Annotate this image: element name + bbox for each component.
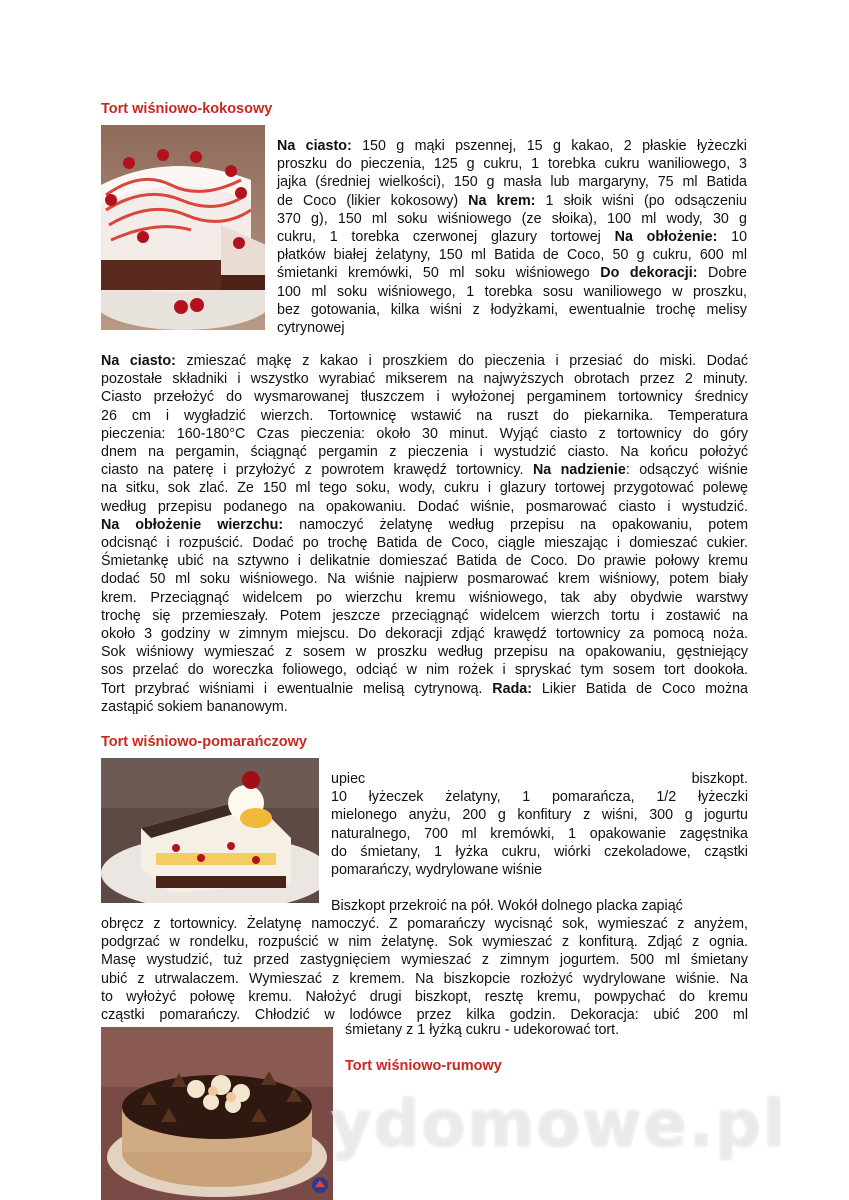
text-line: [331, 843, 748, 861]
text-span: cytrynowej: [277, 320, 345, 337]
text-span: Ciasto przełożyć do wysmarowanej tłuszczem i wyłożonej pergaminem tortownicy średnicy: [101, 389, 748, 406]
text-span: 26 cm i wygładzić wierzch. Tortownicę wstawić na ruszt do piekarnika. Temperatura: [101, 407, 748, 424]
bold-label: Na nadzienie: [532, 462, 626, 479]
text-span: pieczenia: 160-180°C Czas pieczenia: około 30 minut. Wyjąć ciasto z tortownicy do góry: [101, 425, 748, 442]
text-span: około 3 godziny w zimnym miejscu. Do dekoracji zdjąć krawędź tortownicy za pomocą noża.: [101, 626, 748, 643]
text-span: namoczyć żelatynę według przepisu na opakowaniu, potem: [283, 516, 748, 533]
text-span: jajka (średniej wielkości), 150 g masła lub margaryny, 75 ml Batida: [277, 174, 747, 191]
text-span: 150 g mąki pszennej, 15 g kakao, 2 płaskie łyżeczki: [351, 138, 747, 154]
recipe2-method: [101, 915, 748, 1024]
text-line: [331, 825, 748, 843]
text-span: de Coco (likier kokosowy): [277, 192, 469, 209]
bold-label: Rada:: [492, 680, 533, 697]
text-line: to wyłożyć połowę kremu. Nałożyć drugi biszkopt, resztę kremu, powpychać do kremu: [101, 988, 748, 1005]
text-span: bez gotowania, kilka wiśni z łodyżkami, ewentualnie trochę melisy: [277, 301, 747, 318]
text-span: naturalnego, 700 ml kremówki, 1 opakowanie zagęstnika: [331, 825, 748, 842]
text-span: 370 g), 150 ml soku wiśniowego (ze słoika), 100 ml wody, 30 g: [277, 210, 747, 227]
bold-label: Na ciasto:: [101, 353, 176, 369]
text-line: [101, 352, 748, 370]
text-span: cukru, 1 torebka czerwonej glazury tortowej: [277, 229, 615, 246]
text-line: [101, 643, 748, 661]
cake-photo-kokosowy: [101, 125, 265, 330]
text-span: krem. Przeciągnąć widelcem po wierzchu kremu wiśniowego, tak aby obydwie warstwy: [101, 589, 748, 606]
text-line: [101, 443, 748, 461]
text-line: [101, 516, 748, 534]
text-line: cząstki pomarańczy. Chłodzić w lodówce przez kilka godzin. Dekoracja: ubić 200 ml: [101, 1007, 748, 1024]
text-span: pomarańczy, wydrylowane wiśnie: [331, 862, 543, 879]
recipe2-title: Tort wiśniowo-pomarańczowy: [101, 734, 307, 750]
text-span: pozostałe składniki i wszystko wyrabiać mikserem na najwyższych obrotach przez 2 minuty.: [101, 371, 748, 388]
text-span: 10 łyżeczek żelatyny, 1 pomarańcza, 1/2 łyżeczki: [331, 789, 748, 806]
text-line: podgrzać w rondelku, rozpuścić w nim żelatynę. Sok wymieszać z konfiturą. Zdjąć z ognia.: [101, 934, 748, 951]
text-line: [101, 461, 748, 479]
text-line: [277, 228, 747, 246]
text-span: Śmietankę ubić na sztywno i delikatnie domieszać Batida de Coco. Do prawie połowy kremu: [101, 553, 748, 570]
watermark: ydomowe.pl: [330, 1088, 787, 1162]
text-span: odcisnąć i rozpuścić. Dodać po trochę Batida de Coco, ciągle mieszając i domieszać cukier.: [101, 535, 748, 552]
watermark-logo-icon: [310, 1175, 330, 1195]
bold-label: Na obłożenie wierzchu:: [101, 516, 284, 533]
text-line: [331, 770, 748, 788]
text-line: [277, 137, 747, 155]
text-line: [101, 425, 748, 443]
text-line: [101, 680, 748, 698]
text-line: [101, 661, 748, 679]
text-span: 1 słoik wiśni (po odsączeniu: [535, 192, 747, 209]
text-span: sos przelać do woreczka foliowego, odciąć w nim rożek i spryskać tym sosem tort dookoła.: [101, 662, 748, 679]
text-span: Tort przybrać wiśniami i ewentualnie melisą cytrynową.: [101, 680, 493, 697]
recipe2-method-end: śmietany z 1 łyżką cukru - udekorować tort.: [345, 1022, 620, 1038]
recipe1-ingredients: [277, 137, 747, 337]
text-line: [331, 788, 748, 806]
text-span: Sok wiśniowy wymieszać z sosem w proszku według przepisu na opakowaniu, gęstniejący: [101, 644, 748, 661]
text-line: [101, 570, 748, 588]
text-span: 10: [717, 229, 748, 246]
text-line: [277, 246, 747, 264]
text-line: [277, 192, 747, 210]
text-span: Dobre: [697, 265, 748, 282]
text-line: [277, 319, 747, 337]
text-span: Likier Batida de Coco można: [532, 680, 748, 697]
bold-label: Do dekoracji:: [600, 265, 698, 282]
text-span: dnem na pergamin, ściągnąć pergamin z pieczenia i wystudzić ciasto. Na końcu położyć: [101, 444, 748, 461]
cake-photo-pomaranczowy: [101, 758, 319, 903]
text-span: dodać 50 ml soku wiśniowego. Na wiśnie najpierw posmarować krem wiśniowy, potem biały: [101, 571, 748, 588]
text-line: [277, 173, 747, 191]
text-line: [101, 498, 748, 516]
text-span: proszku do pieczenia, 125 g cukru, 1 torebka cukru waniliowego, 3: [277, 156, 747, 173]
text-span: śmietanki kremówki, 50 ml soku wiśniowego: [277, 265, 601, 282]
text-span: : odsączyć wiśnie: [625, 462, 748, 479]
text-span: mielonego anyżu, 200 g konfitury z wiśni, 300 g jogurtu: [331, 807, 748, 824]
text-line: [101, 370, 748, 388]
recipe1-method: [101, 352, 748, 716]
text-line: [101, 388, 748, 406]
bold-label: Na obłożenie:: [614, 229, 718, 246]
recipe2-method-first: Biszkopt przekroić na pół. Wokół dolnego placka zapiąć: [331, 898, 683, 914]
text-line: [277, 155, 747, 173]
recipe1-title: Tort wiśniowo-kokosowy: [101, 101, 273, 117]
text-line: [101, 552, 748, 570]
text-line: Masę wystudzić, tuż przed zastygnięciem wymieszać z zimnym jogurtem. 500 ml śmietany: [101, 952, 748, 969]
text-line: [277, 301, 747, 319]
text-line: [101, 589, 748, 607]
text-line: [277, 283, 747, 301]
text-line: [101, 479, 748, 497]
text-line: [277, 264, 747, 282]
text-span: 100 ml soku wiśniowego, 1 torebka sosu waniliowego w proszku,: [277, 283, 747, 300]
text-line: [277, 210, 747, 228]
text-span: płatków białej żelatyny, 150 ml Batida de Coco, 50 g cukru, 600 ml: [277, 247, 747, 264]
text-span: upiec biszkopt.: [331, 771, 748, 787]
text-span: do śmietany, 1 łyżka cukru, wiórki czekoladowe, cząstki: [331, 843, 748, 860]
text-line: obręcz z tortownicy. Żelatynę namoczyć. Z pomarańczy wycisnąć sok, wymieszać z anyżem,: [101, 916, 748, 932]
cake-photo-rumowy: [101, 1027, 333, 1200]
text-span: na sitku, sok zlać. Ze 150 ml tego soku, wody, cukru i glazury tortowej przygotować polewę: [101, 480, 748, 497]
text-line: [101, 698, 748, 716]
text-span: zastąpić sokiem bananowym.: [101, 698, 288, 715]
text-line: ubić z utrwalaczem. Wymieszać z kremem. Na biszkopcie rozłożyć wydrylowane wiśnie. Na: [101, 970, 748, 987]
text-line: [101, 407, 748, 425]
recipe2-ingredients: [331, 770, 748, 879]
text-line: [331, 806, 748, 824]
bold-label: Na krem:: [468, 192, 536, 209]
text-span: ciasto na paterę i przyłożyć z powrotem krawędź tortownicy.: [101, 462, 533, 479]
text-line: [331, 861, 748, 879]
bold-label: Na ciasto:: [277, 138, 352, 154]
text-span: według przepisu podanego na opakowaniu. Dodać wiśnie, posmarować ciasto i wystudzić.: [101, 498, 748, 515]
text-line: [101, 625, 748, 643]
recipe3-title: Tort wiśniowo-rumowy: [345, 1058, 502, 1074]
text-span: zmieszać mąkę z kakao i proszkiem do pieczenia i przesiać do miski. Dodać: [175, 353, 748, 369]
text-span: trochę się przemieszały. Potem jeszcze przeciągnąć widelcem wierzch tortu i zostawić na: [101, 607, 748, 624]
text-line: [101, 534, 748, 552]
text-line: [101, 607, 748, 625]
